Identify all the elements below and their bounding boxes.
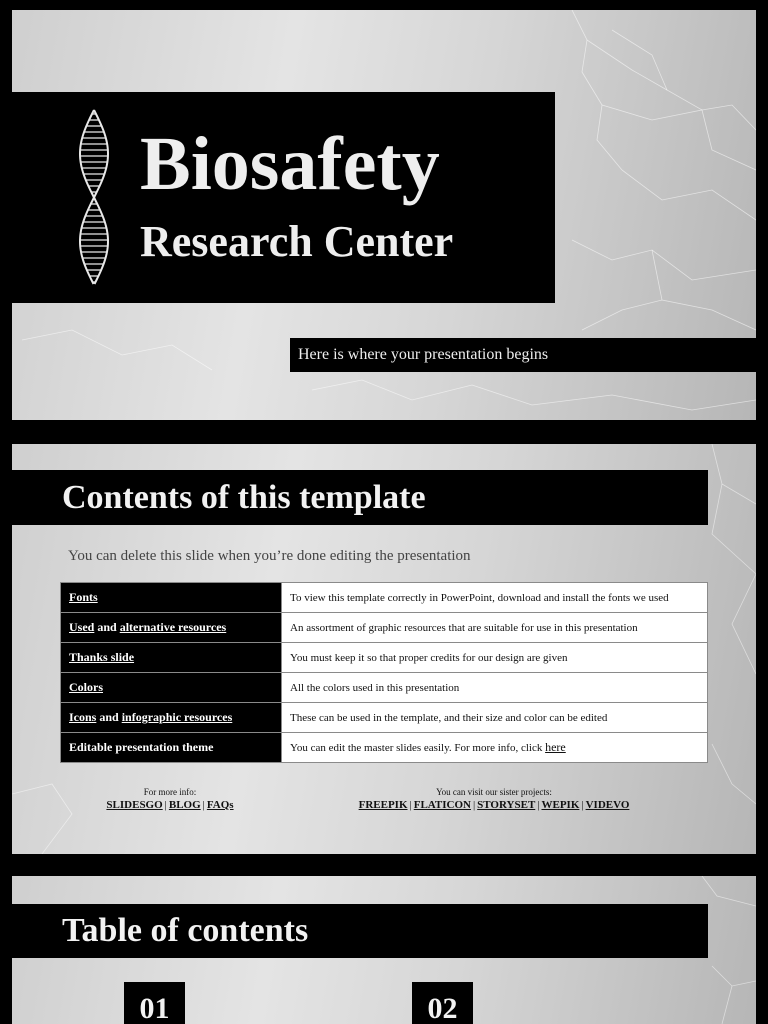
row-description [282,613,708,643]
toc-item-number: 01 [124,982,185,1024]
theme-label: Editable presentation theme [69,740,214,754]
row-label [61,673,282,703]
storyset-link[interactable]: STORYSET [477,799,536,811]
separator: | [409,799,412,811]
toc-item-number: 02 [412,982,473,1024]
row-description [282,733,708,763]
description-text: To view this template correctly in PowerPoint, download and install the fonts we used [290,591,669,604]
more-info-links [70,798,270,812]
table-of-contents-slide[interactable] [12,876,756,1024]
separator: | [202,799,205,811]
presentation-subtitle: Research Center [140,217,454,266]
separator: | [164,799,167,811]
slide-title: Table of contents [62,912,309,949]
more-info-label: For more info: [143,787,197,797]
title-slide[interactable] [12,10,756,420]
icons-link[interactable]: Icons [69,710,97,724]
thanks-slide-link[interactable]: Thanks slide [69,650,135,664]
description-text: You can edit the master slides easily. For more info, click [290,742,546,754]
row-label [61,643,282,673]
slide-title: Contents of this template [62,478,426,516]
blog-link[interactable]: BLOG [168,799,201,811]
description-text: You must keep it so that proper credits for our design are given [290,651,568,664]
used-link[interactable]: Used [69,620,95,634]
description-text: These can be used in the template, and their size and color can be edited [290,711,608,724]
table-row [61,703,708,733]
separator: | [537,799,540,811]
tagline: Here is where your presentation begins [290,338,756,372]
conjunction-text: and [96,710,122,724]
table-row [61,673,708,703]
hero-banner [12,92,555,303]
table-row [61,583,708,613]
description-text: All the colors used in this presentation [290,681,460,694]
here-link[interactable]: here [545,740,566,754]
row-description [282,583,708,613]
separator: | [472,799,476,811]
table-row [61,733,708,763]
contents-table [60,582,708,763]
sister-projects-label: You can visit our sister projects: [436,787,552,797]
infographic-resources-link[interactable]: infographic resources [121,710,233,724]
slide-note: You can delete this slide when you’re done editing the presentation [68,548,471,564]
flaticon-link[interactable]: FLATICON [413,799,471,811]
dna-helix-icon [74,108,114,288]
row-description [282,673,708,703]
description-text: An assortment of graphic resources that are suitable for use in this presentation [290,621,638,634]
table-row [61,613,708,643]
conjunction-text: and [94,620,120,634]
fonts-link[interactable]: Fonts [69,590,98,604]
row-label [61,703,282,733]
row-label [61,733,282,763]
wepik-link[interactable]: WEPIK [541,799,580,811]
sister-projects-footer [294,787,694,812]
row-description [282,643,708,673]
colors-link[interactable]: Colors [69,680,103,694]
faqs-link[interactable]: FAQs [206,799,234,811]
freepik-link[interactable]: FREEPIK [358,799,408,811]
presentation-title: Biosafety [140,122,440,206]
table-row [61,643,708,673]
slide-title-bar [12,904,708,958]
alternative-resources-link[interactable]: alternative resources [119,620,227,634]
videvo-link[interactable]: VIDEVO [585,799,630,811]
row-label [61,613,282,643]
contents-slide[interactable] [12,444,756,854]
slide-title-bar [12,470,708,525]
row-label [61,583,282,613]
sister-projects-links [294,798,694,812]
separator: | [581,799,584,811]
slidesgo-link[interactable]: SLIDESGO [106,799,163,811]
more-info-footer [70,787,270,812]
row-description [282,703,708,733]
